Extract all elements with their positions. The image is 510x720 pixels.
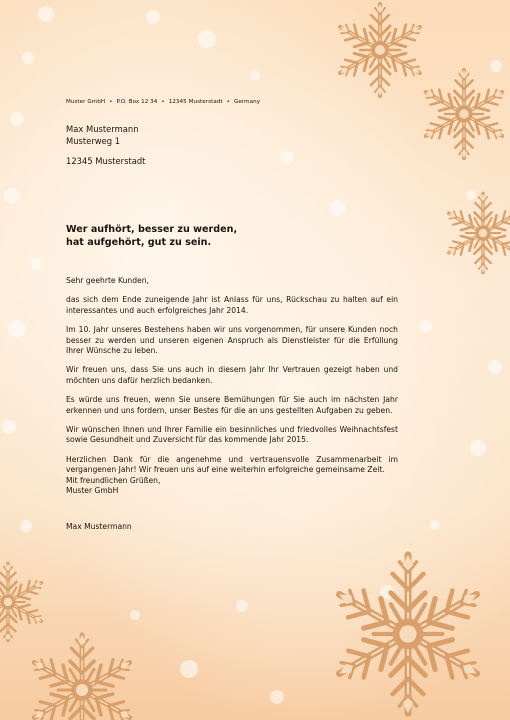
sender-city: 12345 Musterstadt	[168, 99, 223, 105]
snowflake-shape	[421, 70, 507, 158]
paragraph: Wir wünschen Ihnen und Ihrer Familie ein besinnliches und friedvolles Weihnachtsfest sowie Gesundheit und Zuversicht für das kommende Jahr 2015.	[66, 425, 398, 445]
closing-line-2: Muster GmbH	[66, 486, 119, 496]
sender-company: Muster GmbH	[66, 99, 106, 105]
letter-heading	[66, 224, 237, 249]
salutation: Sehr geehrte Kunden,	[66, 276, 149, 285]
snowflake-shape	[444, 193, 510, 272]
snowflake-shape	[335, 4, 425, 96]
paragraph: Im 10. Jahr unseres Bestehens haben wir uns vorgenommen, für unsere Kunden noch besser zu werden und unseren eigenen Anspruch als Dienstleister für die Erfüllung Ihrer Wünsche zu leben.	[66, 325, 398, 356]
sender-line: Muster GmbH • P.O. Box 12 34 • 12345 Musterstadt • Germany	[66, 99, 261, 105]
snowflake-right-middle-icon	[440, 190, 510, 276]
snowflake-bottom-right-icon	[322, 548, 494, 720]
snowflake-left-edge-icon	[0, 560, 50, 644]
closing	[66, 476, 160, 497]
heading-line-2: hat aufgehört, gut zu sein.	[66, 236, 212, 248]
paragraph: das sich dem Ende zuneigende Jahr ist Anlass für uns, Rückschau zu halten auf ein interessantes und auch erfolgreiches Jahr 2014.	[66, 295, 398, 315]
recipient-address	[66, 124, 145, 168]
recipient-name: Max Mustermann	[66, 124, 139, 134]
signature-name: Max Mustermann	[66, 522, 132, 531]
snowflake-top-right-icon	[330, 0, 430, 100]
paragraph: Herzlichen Dank für die angenehme und vertrauensvolle Zusammenarbeit im vergangenen Jahr! Wir freuen uns auf eine weiterhin erfolgreiche gemeinsame Zeit.	[66, 454, 398, 475]
snowflake-shape	[28, 635, 136, 720]
snowflake-right-upper-icon	[416, 66, 510, 162]
snowflake-shape	[0, 563, 46, 640]
heading-line-1: Wer aufhört, besser zu werden,	[66, 224, 238, 235]
recipient-street: Musterweg 1	[66, 135, 121, 146]
sender-country: Germany	[234, 99, 261, 105]
recipient-city: 12345 Musterstadt	[66, 156, 146, 167]
snowflake-shape	[331, 555, 485, 713]
sender-pobox: P.O. Box 12 34	[116, 99, 158, 105]
paragraph: Wir freuen uns, dass Sie uns auch in diesem Jahr Ihr Vertrauen gezeigt haben und möchten uns dafür herzlich bedanken.	[66, 365, 398, 385]
paragraph: Es würde uns freuen, wenn Sie unsere Bemühungen für Sie auch im nächsten Jahr erkennen und uns fordern, unser Bestes für die an uns gestellten Aufgaben zu geben.	[66, 395, 398, 415]
closing-line-1: Mit freundlichen Grüßen,	[66, 476, 161, 485]
letter-body	[66, 276, 398, 485]
